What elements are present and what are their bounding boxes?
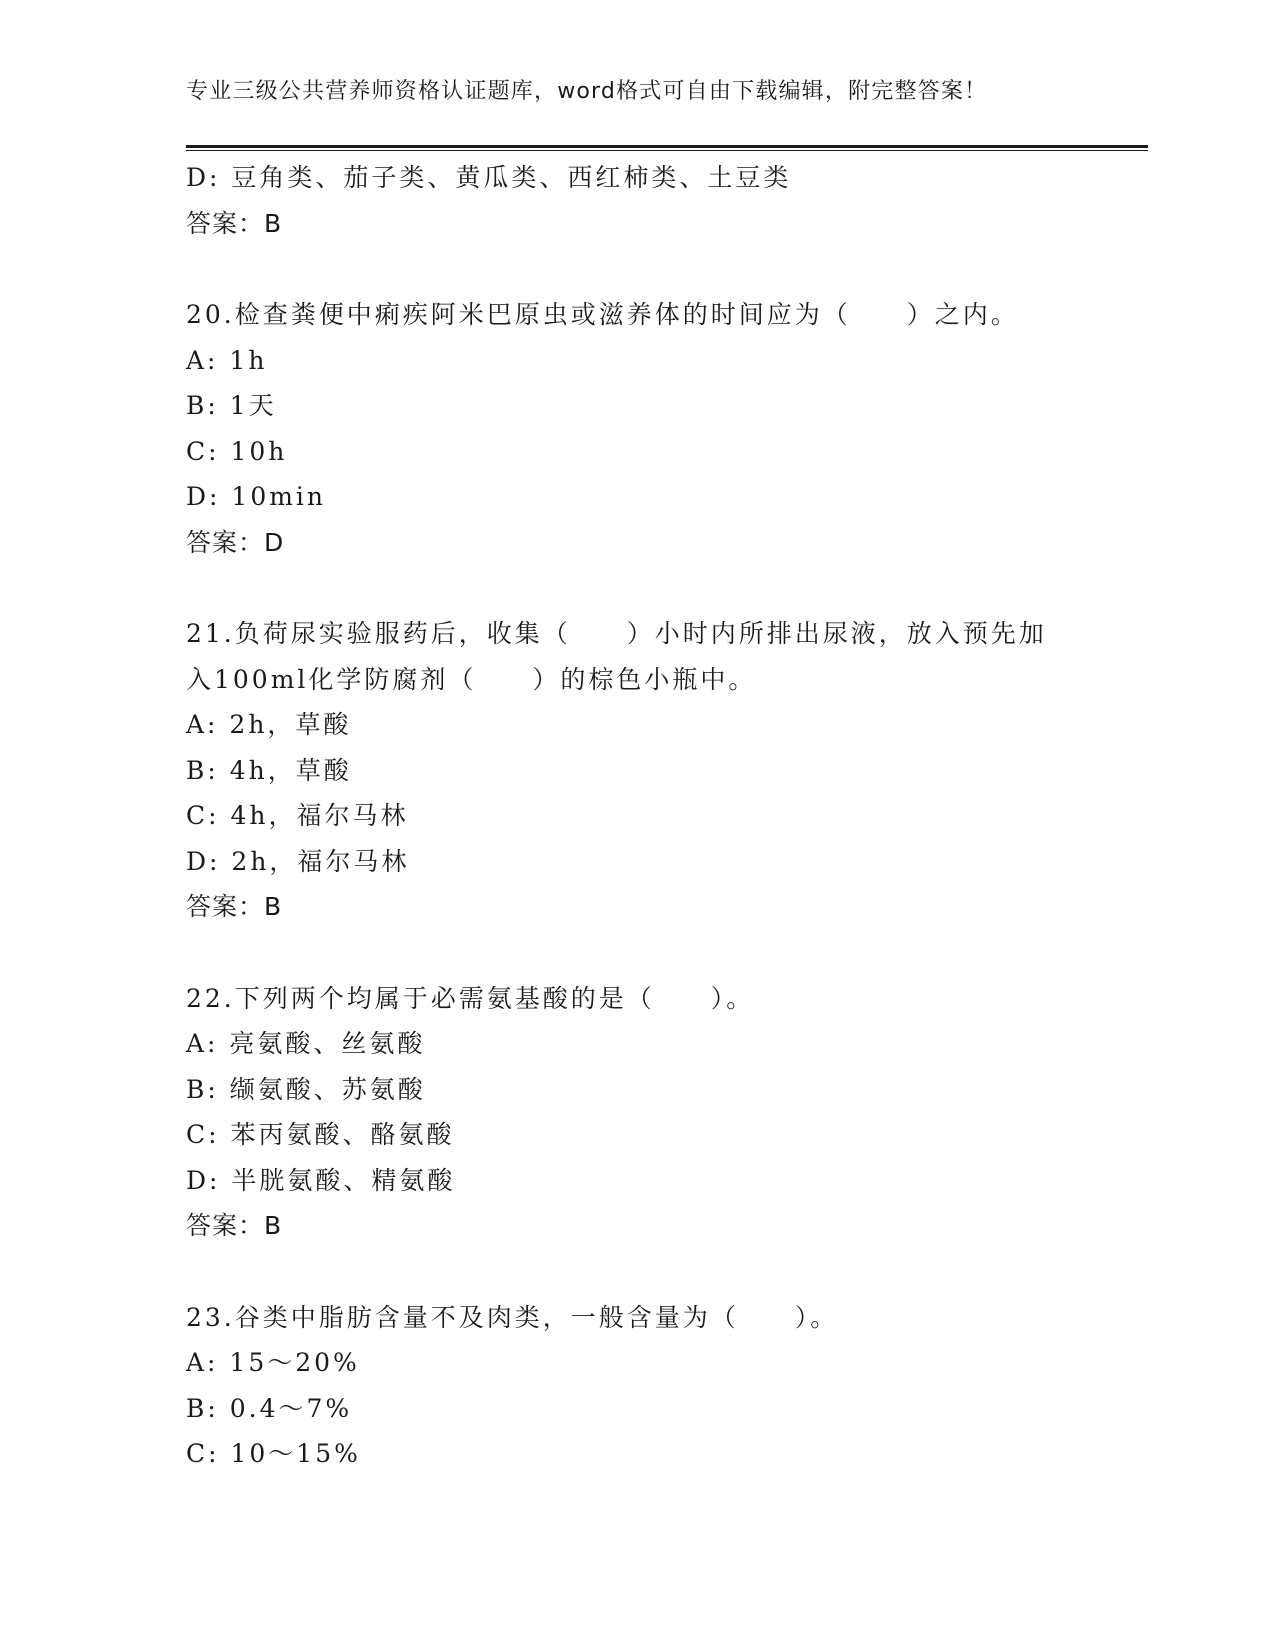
option-a: A: 15～20% <box>186 1348 360 1377</box>
option-d: D: 2h，福尔马林 <box>186 846 410 876</box>
question-title: 20.检查粪便中痢疾阿米巴原虫或滋养体的时间应为（ ）之内。 <box>186 300 1019 329</box>
option-d: D: 半胱氨酸、精氨酸 <box>186 1165 456 1195</box>
option-b: B: 0.4～7% <box>186 1393 353 1423</box>
question-20 <box>186 292 1146 565</box>
header-rule-thin <box>186 150 1148 151</box>
spacer <box>186 565 1146 611</box>
question-title-line-2: 入100ml化学防腐剂（ ）的棕色小瓶中。 <box>186 664 757 694</box>
answer: 答案：B <box>186 208 283 238</box>
question-23 <box>186 1295 1146 1477</box>
option-b: B: 4h，草酸 <box>186 755 352 785</box>
answer: 答案：B <box>186 1211 283 1240</box>
spacer <box>186 1249 1146 1295</box>
answer: 答案：D <box>186 527 285 557</box>
option-d: D: 豆角类、茄子类、黄瓜类、西红柿类、土豆类 <box>186 163 792 192</box>
question-title-line-1: 21.负荷尿实验服药后，收集（ ）小时内所排出尿液，放入预先加 <box>186 619 1047 648</box>
question-21 <box>186 611 1146 930</box>
option-a: A: 亮氨酸、丝氨酸 <box>186 1029 426 1058</box>
question-title: 22.下列两个均属于必需氨基酸的是（ ）。 <box>186 983 755 1013</box>
question-title: 23.谷类中脂肪含量不及肉类，一般含量为（ ）。 <box>186 1302 839 1332</box>
document-body <box>186 155 1146 1477</box>
spacer <box>186 930 1146 976</box>
option-a: A: 2h，草酸 <box>186 710 352 739</box>
prev-question <box>186 155 1146 246</box>
page-header: 专业三级公共营养师资格认证题库，word格式可自由下载编辑，附完整答案！ <box>186 79 988 104</box>
header-rule-thick <box>186 145 1148 148</box>
answer: 答案：B <box>186 892 283 921</box>
option-b: B: 缬氨酸、苏氨酸 <box>186 1074 426 1104</box>
option-c: C: 4h，福尔马林 <box>186 801 409 830</box>
question-22 <box>186 976 1146 1249</box>
option-a: A: 1h <box>186 345 268 375</box>
option-d: D: 10min <box>186 482 327 511</box>
option-c: C: 10h <box>186 436 288 466</box>
spacer <box>186 246 1146 292</box>
option-c: C: 10～15% <box>186 1439 361 1468</box>
option-b: B: 1天 <box>186 391 277 420</box>
option-c: C: 苯丙氨酸、酪氨酸 <box>186 1120 455 1149</box>
